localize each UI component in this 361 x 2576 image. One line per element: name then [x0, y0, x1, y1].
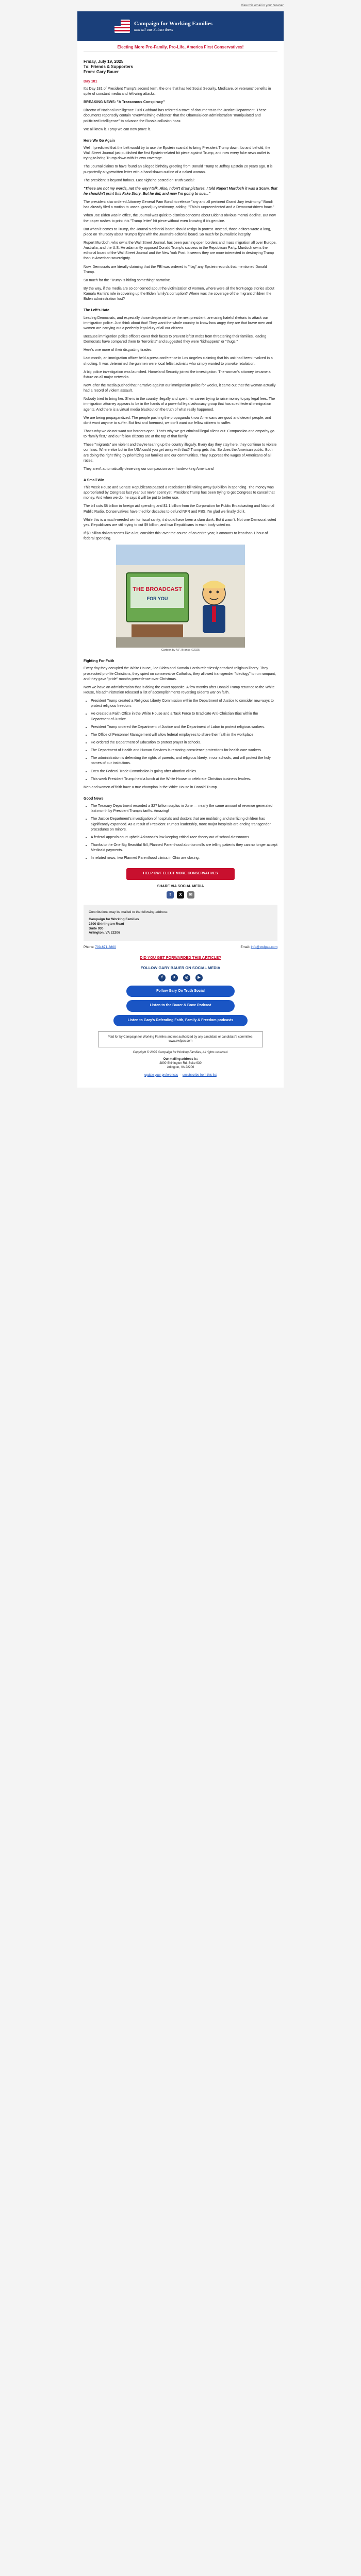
cartoon-illustration	[116, 545, 245, 648]
section-paragraph: So much for the "Trump is hiding something" narrative.	[84, 278, 171, 282]
email-body	[77, 11, 284, 1088]
section-paragraph: But when it comes to Trump, the Journal's editorial board should resign in protest. Instead, those editors wrote a long, piece on Thursday about Trump's fight with the Journal's editorial board. So much for journalistic integrity.	[84, 227, 271, 236]
section-title: The Left's Hate	[84, 309, 109, 313]
email-link[interactable]: Info@cwfpac.com	[251, 945, 277, 950]
letter-to: To: Friends & Supporters	[84, 64, 133, 69]
share-icons	[84, 891, 277, 899]
email-contact: Email: Info@cwfpac.com	[240, 945, 277, 950]
x-twitter-icon[interactable]: X	[177, 891, 184, 899]
section-paragraph: Because immigration police officers cover their faces to prevent leftist mobs from threatening their families, leading Democrats have compared them to "terrorists" and suggested they were "kidnappers" or "thugs."	[84, 334, 267, 344]
cartoon-panel-label: THE BROADCAST	[133, 586, 182, 593]
mailing-address	[77, 1050, 284, 1070]
email-header	[77, 11, 284, 41]
section-paragraph: A big police investigation was launched. Homeland Security joined the investigation. The woman's attorney became a fixture on all major networks.	[84, 370, 271, 379]
list-item: • In related news, two Planned Parenthood clinics in Ohio are closing.	[91, 856, 277, 861]
section-paragraph: Men and women of faith have a true champion in the White House in Donald Trump.	[84, 785, 218, 789]
org-address	[89, 918, 272, 936]
org-name: Campaign for Working Families	[89, 918, 139, 922]
section-paragraph: Now we have an administration that is doing the exact opposite. A few months after Donald Trump returned to the White House, his administration released a list of accomplishments reversing Biden's war on faith.	[84, 685, 275, 694]
facebook-icon[interactable]: f	[167, 891, 174, 899]
email-share-icon[interactable]: ✉	[187, 891, 194, 899]
org-street: 2800 Shirlington Road	[89, 922, 124, 926]
section-paragraph: These "migrants" are violent and they're tearing up the country illegally. Every day they stay here, they continue to violate our laws. Where else but in the USA could you get away with that? Trump gets this. So does the American public. Both are doing the right thing by prioritizing our families and our communities. They suppress the wages of Americans of all races.	[84, 443, 277, 463]
trump-quote: "These are not my words, not the way I talk. Also, I don't draw pictures. I told Rupert Murdoch it was a Scam, that he shouldn't print this Fake Story. But he did, and now I'm going to sue..."	[84, 187, 277, 196]
unsubscribe-link[interactable]: unsubscribe from this list	[182, 1073, 217, 1077]
section-paragraph: If $9 billion dollars seems like a lot, consider this: over the course of an entire year, it amounts to less than 1 hour of federal spending.	[84, 532, 268, 541]
list-item: • He ordered the Department of Education to protect prayer in schools.	[91, 740, 277, 745]
list-item: • The administration is defending the rights of parents, and religious liberty, in our schools, and will protect the holy names of our institutions.	[91, 756, 277, 766]
brand-name: Campaign for Working Families and all our Subscribers	[134, 21, 213, 32]
youtube-icon[interactable]: ▶	[195, 974, 203, 981]
section-paragraph: While this is a much-needed win for fiscal sanity, it should have been a slam dunk. But it wasn't. Not one Democrat voted yes. Republicans are still trying to cut $9 billion, and two Republicans in each body voted no.	[84, 518, 276, 527]
section-paragraph: The Journal claims to have found an alleged birthday greeting from Donald Trump to Jeffrey Epstein 20 years ago. It is purportedly a typewritten letter with a hand-drawn outline of a naked woman.	[84, 165, 273, 174]
list-item: • A federal appeals court upheld Arkansas's law keeping critical race theory out of school classrooms.	[91, 835, 277, 840]
cartoon-title-word: FOR YOU	[146, 596, 168, 602]
section-paragraph: That's why we do not want our borders open. That's why we get criminal illegal aliens out. Compassion and empathy go to "family first," and our fellow citizens are at the top of that family.	[84, 429, 274, 439]
day-counter: Day 181	[84, 79, 97, 83]
podcast-button[interactable]: Listen to the Bauer & Boxe Podcast	[126, 1000, 235, 1011]
tagline: Electing More Pro-Family, Pro-Life, America First Conservatives!	[84, 41, 277, 52]
org-suite: Suite 930	[89, 926, 104, 930]
facebook-icon[interactable]: f	[158, 974, 166, 981]
follow-title: FOLLOW GARY BAUER ON SOCIAL MEDIA	[140, 965, 221, 971]
list-item: • President Trump ordered the Department of Justice and the Department of Labor to protect religious workers.	[91, 725, 277, 730]
truth-social-button[interactable]: Follow Gary On Truth Social	[126, 986, 235, 997]
forwarded-title[interactable]: DID YOU GET FORWARDED THIS ARTICLE?	[140, 955, 221, 960]
top-bar	[0, 0, 361, 11]
address-line: Arlington, VA 22206	[167, 1066, 194, 1070]
section-paragraph: By the way, if the media are so concerned about the victimization of women, where were all the front-page stories about Kamala Harris's role in covering up the Biden family's corruption? Where was the coverage of the migrant children the Biden administration lost?	[84, 286, 274, 301]
intro-paragraph: It's Day 181 of President Trump's second term, the one that has fed Social Security, Medicare, or veterans' benefits in spite of constant media and left-wing attacks.	[84, 87, 271, 96]
letter-meta	[84, 59, 277, 75]
section-paragraph: The president is beyond furious. Last night he posted on Truth Social:	[84, 178, 195, 182]
view-in-browser-link[interactable]: View this email in your browser	[241, 4, 284, 7]
list-item: • President Trump created a Religious Liberty Commission within the Department of Justice to consider new ways to protect religious freedom.	[91, 699, 277, 709]
flag-logo-icon	[113, 18, 131, 35]
preference-links: update your preferences · unsubscribe from this list	[144, 1073, 217, 1077]
list-item: • The Department of Health and Human Services is restoring conscience protections for health care workers.	[91, 748, 277, 753]
donate-button[interactable]: HELP CWF ELECT MORE CONSERVATIVES	[126, 868, 235, 879]
cartoon-caption: Cartoon by A.F. Branco ©2025	[161, 649, 200, 652]
section-paragraph: Well, I predicted that the Left would try to use the Epstein scandal to bring President Trump down. Lo and behold, the Wall Street Journal just published the first Epstein-related hit piece against Trump, and now every fake news outlet is trying to bring Trump down with its own coverage.	[84, 146, 271, 161]
section-title: Good News	[84, 796, 104, 801]
contributions-block	[84, 905, 277, 941]
phone-link[interactable]: 703-671-8800	[95, 945, 116, 950]
update-preferences-link[interactable]: update your preferences	[144, 1073, 178, 1077]
letter-date: Friday, July 19, 2025	[84, 59, 124, 64]
section-paragraph: We are being propagandized. The people pushing the propaganda know Americans are good and decent people, and don't want anyone to suffer. But first and foremost, we don't want our fellow citizens to suffer.	[84, 416, 271, 425]
instagram-icon[interactable]: ◎	[183, 974, 190, 981]
section-paragraph: This week House and Senate Republicans passed a rescissions bill taking away $9 billion in spending. The money was appropriated by Congress last year but never spent yet. President Trump has been trying to get Congress to cancel that money. And when we do, he says it will be put to better use.	[84, 486, 275, 500]
list-item: • The Treasury Department recorded a $27 billion surplus in June — nearly the same amount of revenue generated last month by President Trump's tariffs. Amazing!	[91, 804, 277, 814]
intro-paragraph: We all knew it. I pray we can now prove it.	[84, 127, 151, 131]
list-item: • Thanks to the One Big Beautiful Bill, Planned Parenthood abortion mills are telling patients they can no longer accept Medicaid payments.	[91, 843, 277, 853]
section-paragraph: When Joe Biden was in office, the Journal was quick to dismiss concerns about Biden's obvious mental decline. But now the paper rushes to print this "Trump letter" hit piece without even knowing if it's genuine.	[84, 214, 276, 223]
section-paragraph: Nobody tried to bring her. She is in the country illegally and spent her career trying to raise money to pay legal fees. The immigration attorney appears to be in the hands of a powerful legal advocacy group that has sued federal immigration agents. And there is a virtual media blackout on the truth of what really happened.	[84, 397, 275, 412]
address-label: Our mailing address is:	[163, 1057, 198, 1061]
section-paragraph: Here's one more of their disgusting tirades:	[84, 348, 153, 352]
defending-faith-podcast-button[interactable]: Listen to Gary's Defending Faith, Family & Freedom podcasts	[113, 1015, 248, 1026]
section-title: A Small Win	[84, 478, 105, 482]
list-item: • He created a Faith Office in the White House and a Task Force to Eradicate Anti-Christian Bias within the Department of Justice.	[91, 711, 277, 722]
section-paragraph: They aren't automatically deserving our compassion over hardworking Americans!	[84, 467, 215, 471]
list-item: • The Office of Personnel Management will allow federal employees to share their faith in the workplace.	[91, 733, 277, 738]
section-paragraph: Last month, an immigration officer held a press conference in Los Angeles claiming that his unit had been involved in a shooting. It was determined the gunmen were local leftist activists who simply wanted to provoke retaliation.	[84, 357, 273, 366]
faith-list	[91, 699, 277, 782]
paid-for-disclaimer: Paid for by Campaign for Working Families and not authorized by any candidate or candidate's committee. www.cwfpac.com	[98, 1031, 263, 1047]
section-paragraph: The bill cuts $8 billion in foreign aid spending and $1.1 billion from the Corporation for Public Broadcasting and National Public Radio. Conservatives have tried for decades to defund NPR and PBS. I'm glad we finally did it.	[84, 504, 274, 514]
main-content	[77, 52, 284, 899]
good-news-list	[91, 804, 277, 861]
list-item: • Even the Federal Trade Commission is going after abortion clinics.	[91, 769, 277, 774]
section-title: Fighting For Faith	[84, 659, 114, 664]
breaking-news-heading: BREAKING NEWS: "A Treasonous Conspiracy"	[84, 100, 165, 105]
x-twitter-icon[interactable]: X	[171, 974, 178, 981]
section-paragraph: Rupert Murdoch, who owns the Wall Street Journal, has been pushing open borders and mass migration all over Europe, Australia, and the U.S. He adamantly opposed Donald Trump's success in the Republican Party. Murdoch owns the editorial board of the Wall Street Journal and the New York Post. It seems they are more interested in destroying Trump than in American sovereignty.	[84, 241, 277, 261]
section-title: Here We Go Again	[84, 139, 115, 143]
intro-paragraph: Director of National Intelligence Tulsi Gabbard has referred a trove of documents to the Justice Department. These documents reportedly contain "overwhelming evidence" that the Obama/Biden administration "manipulated and politicized intelligence" to advance the Russia collusion hoax.	[84, 109, 267, 123]
contributions-note: Contributions may be mailed to the following address:	[89, 910, 169, 914]
org-city: Arlington, VA 22206	[89, 931, 120, 935]
list-item: • This week President Trump held a lunch at the White House to celebrate Christian business leaders.	[91, 777, 277, 782]
letter-from: From: Gary Bauer	[84, 70, 119, 75]
share-title: SHARE VIA SOCIAL MEDIA	[157, 884, 204, 888]
list-item: • The Justice Department's investigation of hospitals and doctors that are mutilating and sterilizing children has significantly expanded. As a result of President Trump's leadership, more major hospitals are ending transgender procedures on minors.	[91, 817, 277, 832]
copyright: Copyright © 2025 Campaign for Working Families, All rights reserved.	[133, 1051, 228, 1055]
section-paragraph: The president also ordered Attorney General Pam Bondi to release "any and all pertinent Grand Jury testimony." Bondi has already filed a motion to unseal grand jury testimony, adding: "This is unprecedented and a Democrat-driven hoax."	[84, 200, 274, 210]
phone-contact: Phone: 703-671-8800	[84, 945, 116, 950]
section-paragraph: Now, Democrats are literally claiming that the FBI was ordered to "flag" any Epstein records that mentioned Donald Trump.	[84, 265, 267, 274]
section-paragraph: Every day they occupied the White House, Joe Biden and Kamala Harris relentlessly attacked religious liberty. They prosecuted pro-life Christians, they spied on conservative Catholics, they allowed transgender "ideology" to run rampant, and they gave "pride" months precedence over Christmas.	[84, 667, 276, 681]
address-line: 2800 Shirlington Rd, Suite 930	[159, 1061, 202, 1065]
contact-row	[84, 945, 277, 950]
section-paragraph: Leading Democrats, and especially those desperate to be the next president, are using hateful rhetoric to attack our immigration police. Just think about that! They want the whole country to know how angry they are that brave men and women are carrying out a perfectly legal duty of all our citizens.	[84, 316, 272, 330]
political-cartoon	[116, 545, 245, 653]
section-paragraph: Now, after the media pushed that narrative against our immigration police for weeks, it came out that the woman actually had a record of violent assault.	[84, 383, 276, 393]
social-icons	[77, 974, 284, 981]
